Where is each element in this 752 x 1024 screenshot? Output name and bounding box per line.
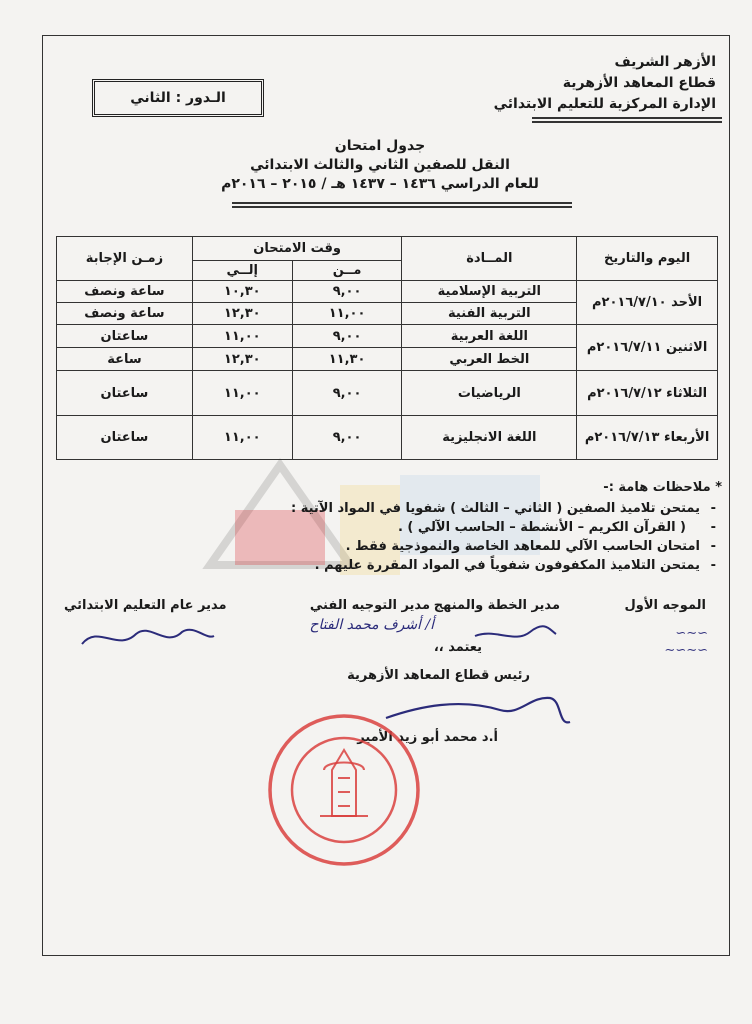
document-title [200,137,560,194]
subject-cell: التربية الإسلامية [402,281,577,303]
subject-cell: الخط العربي [402,348,577,371]
subject-cell: التربية الفنية [402,303,577,325]
round-box: الـدور : الثاني [92,79,264,117]
to-cell: ١٢,٣٠ [192,303,292,325]
signature-title-1: الموجه الأول [624,598,706,613]
from-cell: ١١,٣٠ [292,348,402,371]
signature-title-2: مدير الخطة والمنهج [433,598,560,613]
from-cell: ٩,٠٠ [292,416,402,460]
title-line-2: النقل للصفين الثاني والثالث الابتدائي [250,157,510,173]
note-item: - يمتحن تلاميذ الصفين ( الثاني – الثالث ) شفويا في المواد الآتية : [62,499,700,518]
signature-3-name: أ/ أشرف محمد الفتاح [309,617,434,633]
to-cell: ١١,٠٠ [192,325,292,348]
day-cell: الأحد ٢٠١٦/٧/١٠م [577,281,718,325]
header-exam-time: وقت الامتحان [192,237,402,261]
note-item: - امتحان الحاسب الآلي للمعاهد الخاصة والنموذجية فقط . [62,537,700,556]
day-cell: الثلاثاء ٢٠١٦/٧/١٢م [577,371,718,416]
signature-4-mark [78,618,218,656]
signature-1-handwriting: ∼∽∼ ∼∽∼∽ [664,626,708,658]
to-cell: ١١,٠٠ [192,371,292,416]
notes-section [62,478,722,575]
title-line-1: جدول امتحان [334,138,426,154]
subject-cell: الرياضيات [402,371,577,416]
from-cell: ٩,٠٠ [292,371,402,416]
duration-cell: ساعة ونصف [57,281,193,303]
header-subject: المــادة [402,237,577,281]
duration-cell: ساعتان [57,416,193,460]
day-cell: الأربعاء ٢٠١٦/٧/١٣م [577,416,718,460]
header-duration: زمـن الإجابة [57,237,193,281]
from-cell: ٩,٠٠ [292,325,402,348]
head-title: رئيس قطاع المعاهد الأزهرية [347,668,530,683]
duration-cell: ساعتان [57,371,193,416]
subject-cell: اللغة الانجليزية [402,416,577,460]
signature-title-4: مدير عام التعليم الابتدائي [64,598,227,613]
exam-schedule-table [56,236,718,460]
head-name: أ.د محمد أبو زيد الأمير [357,730,498,745]
to-cell: ١٢,٣٠ [192,348,292,371]
header-line-2: قطاع المعاهد الأزهرية [562,75,716,91]
signature-title-3: مدير التوجيه الفني [309,598,430,613]
note-item: - ( القرآن الكريم – الأنشطة – الحاسب الآلي ) . [62,518,700,537]
duration-cell: ساعة [57,348,193,371]
header-line-1: الأزهر الشريف [614,54,716,70]
table-row [57,371,718,416]
to-cell: ١١,٠٠ [192,416,292,460]
from-cell: ٩,٠٠ [292,281,402,303]
from-cell: ١١,٠٠ [292,303,402,325]
day-cell: الاثنين ٢٠١٦/٧/١١م [577,325,718,371]
title-divider [232,202,572,208]
notes-title: * ملاحظات هامة :- [603,480,722,495]
duration-cell: ساعتان [57,325,193,348]
signature-2-mark [470,618,560,648]
note-item: - يمتحن التلاميذ المكفوفون شفوياً في المواد المقررة عليهم . [62,556,700,575]
notes-list [62,499,722,575]
header-day-date: اليوم والتاريخ [577,237,718,281]
header-to: إلــي [192,261,292,281]
institution-header [494,52,716,115]
header-divider [532,117,722,123]
subject-cell: اللغة العربية [402,325,577,348]
table-row [57,281,718,303]
header-line-3: الإدارة المركزية للتعليم الابتدائي [493,96,716,112]
header-from: مــن [292,261,402,281]
table-row [57,325,718,348]
official-stamp [266,712,422,868]
to-cell: ١٠,٣٠ [192,281,292,303]
title-line-3: للعام الدراسي ١٤٣٦ – ١٤٣٧ هـ / ٢٠١٥ – ٢٠١٦م [221,176,539,192]
duration-cell: ساعة ونصف [57,303,193,325]
table-row [57,416,718,460]
approve-label: يعتمد ،، [433,640,482,655]
